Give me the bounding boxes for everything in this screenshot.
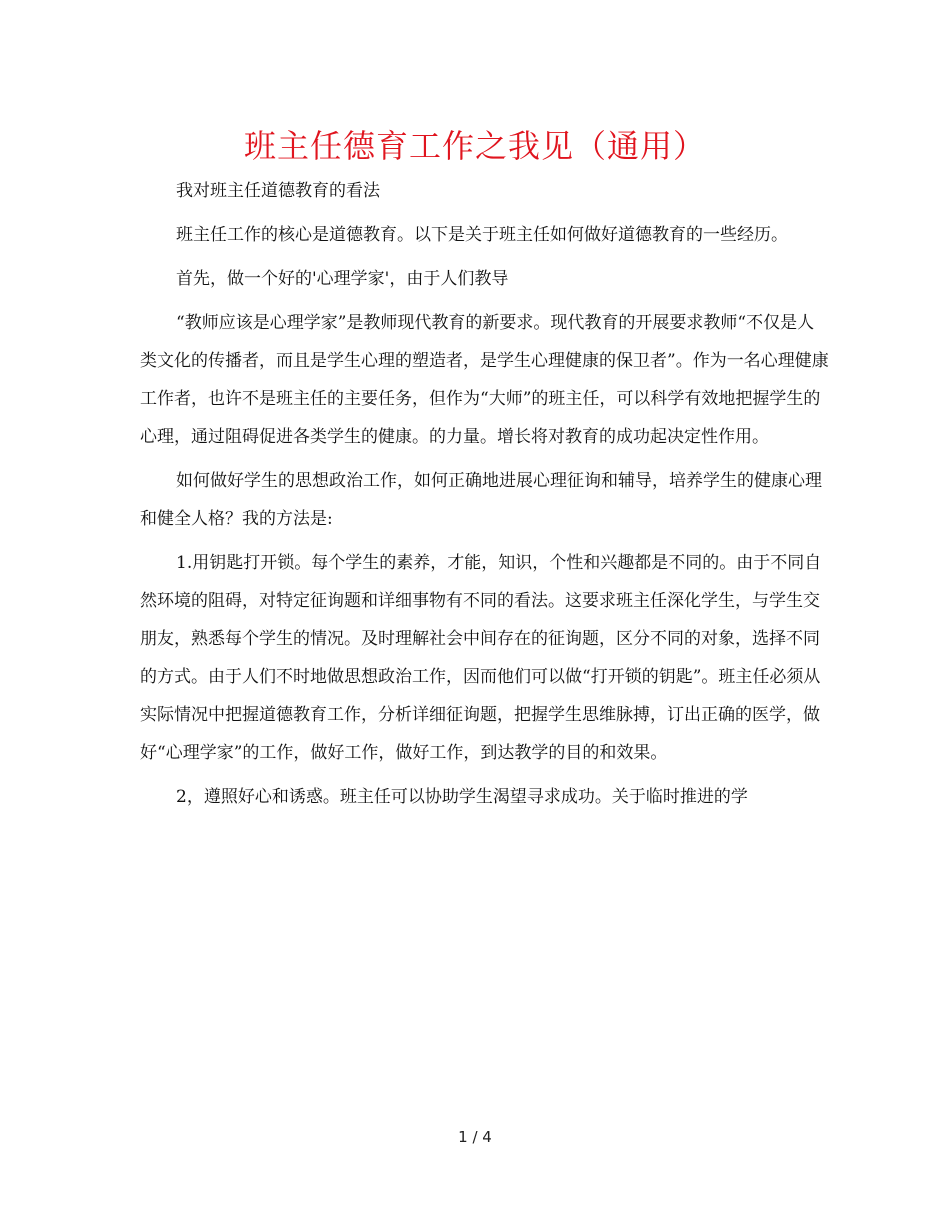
- document-body: [140, 172, 830, 822]
- paragraph: 如何做好学生的思想政治工作，如何正确地进展心理征询和辅导，培养学生的健康心理和健全人格？我的方法是:: [140, 471, 822, 529]
- paragraph: 我对班主任道德教育的看法: [176, 181, 380, 201]
- paragraph: 2，遵照好心和诱惑。班主任可以协助学生渴望寻求成功。关于临时推进的学: [176, 787, 748, 807]
- document-title: 班主任德育工作之我见（通用）: [243, 127, 706, 165]
- paragraph: “教师应该是心理学家”是教师现代教育的新要求。现代教育的开展要求教师“不仅是人类文化的传播者，而且是学生心理的塑造者，是学生心理健康的保卫者”。作为一名心理健康工作者，也许不是班主任的主要任务，但作为“大师”的班主任，可以科学有效地把握学生的心理，通过阻碍促进各类学生的健康。的力量。增长将对教育的成功起决定性作用。: [140, 313, 829, 447]
- page-number: 1 / 4: [458, 1128, 492, 1146]
- paragraph: 首先，做一个好的'心理学家'，由于人们教导: [176, 269, 509, 289]
- paragraph: 班主任工作的核心是道德教育。以下是关于班主任如何做好道德教育的一些经历。: [176, 225, 788, 245]
- paragraph: 1.用钥匙打开锁。每个学生的素养，才能，知识，个性和兴趣都是不同的。由于不同自然环境的阻碍，对特定征询题和详细事物有不同的看法。这要求班主任深化学生，与学生交朋友，熟悉每个学生的情况。及时理解社会中间存在的征询题，区分不同的对象，选择不同的方式。由于人们不时地做思想政治工作，因而他们可以做“打开锁的钥匙”。班主任必须从实际情况中把握道德教育工作，分析详细征询题，把握学生思维脉搏，订出正确的医学，做好“心理学家”的工作，做好工作，做好工作，到达教学的目的和效果。: [140, 553, 822, 763]
